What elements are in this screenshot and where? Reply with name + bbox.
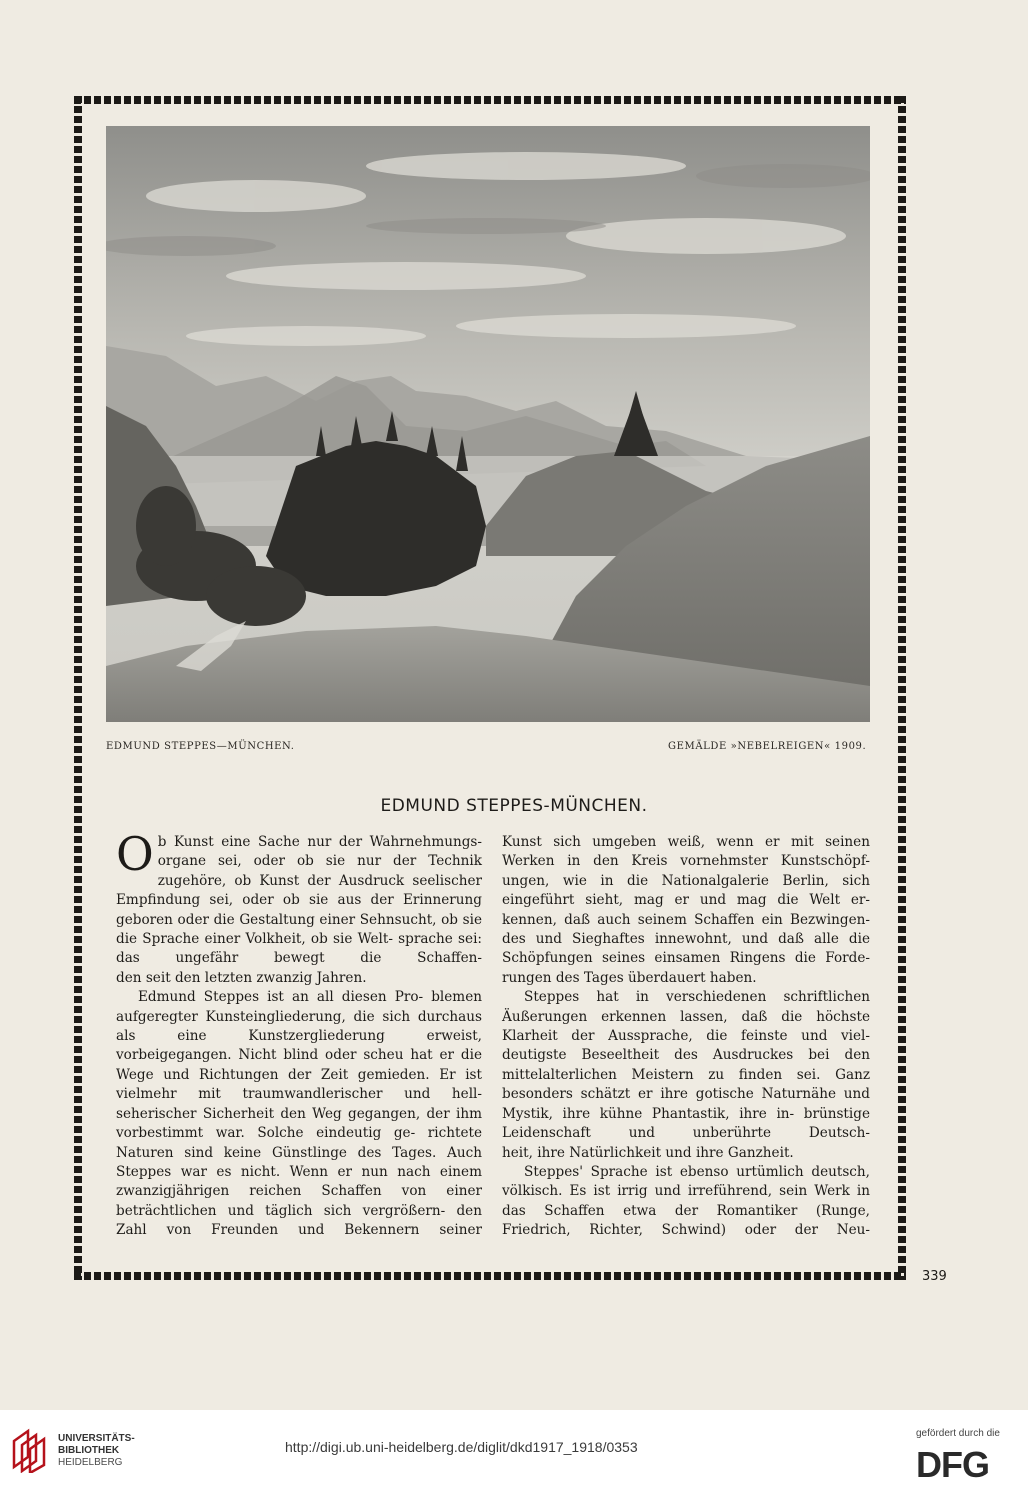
text-line: Werken in den Kreis vornehmster Kunstschöpf- — [502, 853, 870, 870]
text-line: durchaus als eine Kunstzergliederung erweist, — [116, 1008, 482, 1045]
frame-top-border — [74, 96, 906, 104]
text-line: Er ist vielmehr mit traumwandlerischer und hell- — [116, 1066, 482, 1103]
paragraph-1 — [116, 827, 483, 969]
right-column — [502, 833, 870, 1241]
drop-cap: O — [116, 827, 154, 881]
frame-bottom-border — [74, 1272, 906, 1280]
caption-painting: GEMÄLDE »NEBELREIGEN« 1909. — [668, 741, 867, 752]
frame-right-border — [898, 96, 906, 1280]
frame-left-border — [74, 96, 82, 1280]
text-line: ungen, wie in die Nationalgalerie Berlin, sich — [502, 872, 870, 889]
dfg-logo[interactable]: DFG — [916, 1444, 989, 1485]
text-line: Empfindung sei, oder ob sie aus der Erinnerung — [116, 892, 482, 909]
text-line: kennen, daß auch seinem Schaffen ein Bezwingen- — [502, 911, 870, 928]
paragraph-5 — [502, 1163, 870, 1241]
funded-by-label: gefördert durch die — [916, 1428, 1000, 1439]
painting-nebelreigen — [106, 126, 870, 722]
text-line: geboren oder die Gestaltung einer Sehnsucht, — [116, 911, 442, 928]
paragraph-4-end — [502, 1144, 870, 1163]
text-line: vorbeigegangen. Nicht blind oder scheu hat er — [116, 1047, 461, 1064]
text-line: den Zahl von Freunden und Bekennern seiner — [116, 1202, 482, 1239]
text-line: Äußerungen erkennen lassen, daß die höchste — [502, 1008, 870, 1025]
paragraph-1-end — [116, 969, 482, 988]
university-library-logo-icon[interactable] — [10, 1427, 52, 1477]
text-line: und Mystik, ihre kühne Phantastik, ihre in- — [502, 1086, 870, 1122]
library-line-2: BIBLIOTHEK — [58, 1445, 120, 1456]
text-line: Steppes' Sprache ist ebenso urtümlich deutsch, — [524, 1163, 870, 1180]
paragraph-3-end — [502, 969, 870, 988]
left-column — [116, 827, 483, 1241]
paragraph-3 — [502, 833, 870, 969]
university-library-name — [58, 1433, 135, 1469]
text-line: blemen aufgeregter Kunsteingliederung, die sich — [116, 989, 482, 1025]
library-line-1: UNIVERSITÄTS- — [58, 1433, 135, 1444]
text-line: b Kunst eine Sache nur der Wahrnehmungs- — [157, 834, 482, 850]
text-line: Auch Steppes war es nicht. Wenn er nun nach — [116, 1144, 482, 1180]
text-line: organe sei, oder ob sie nur der Technik — [157, 853, 482, 870]
text-line: seherischer Sicherheit den Weg gegangen, der — [116, 1105, 456, 1122]
text-line: Edmund Steppes ist an all diesen Pro- — [138, 989, 432, 1006]
text-line: ob sie die Sprache einer Volkheit, ob sie Welt- — [116, 911, 483, 948]
text-line: Friedrich, Richter, Schwind) oder der Neu- — [502, 1222, 870, 1239]
text-line: brünstige Leidenschaft und unberührte Deutsch- — [502, 1105, 870, 1142]
paragraph-2 — [116, 988, 482, 1240]
text-line: des und Sieghaftes innewohnt, und daß alle die — [502, 931, 870, 948]
text-line: heit, ihre Natürlichkeit und ihre Ganzheit. — [502, 1144, 794, 1161]
text-line: Steppes hat in verschiedenen schriftlichen — [524, 989, 870, 1006]
text-line: völkisch. Es ist irrig und irreführend, sein Werk — [502, 1183, 857, 1200]
text-line: besonders schätzt er ihre gotische Naturnähe — [502, 1086, 844, 1103]
text-line: eingeführt sieht, mag er und mag die Welt er- — [502, 892, 870, 909]
text-line: ihm vorbestimmt war. Solche eindeutig ge- — [116, 1105, 482, 1142]
text-line: Schöpfungen seines einsamen Ringens die Forde- — [502, 950, 870, 967]
article-title: EDMUND STEPPES-MÜNCHEN. — [380, 796, 648, 816]
text-line: den seit den letzten zwanzig Jahren. — [116, 969, 367, 986]
text-line: richtete Naturen sind keine Günstlinge des Tages. — [116, 1125, 482, 1161]
text-line: Kunst sich umgeben weiß, wenn er mit seinen — [502, 834, 870, 850]
text-line: einer beträchtlichen und täglich sich vergrößern- — [116, 1183, 482, 1219]
text-line: mittelalterlichen Meistern zu finden sei. Ganz — [502, 1066, 870, 1083]
page-number: 339 — [922, 1269, 947, 1284]
permalink-url[interactable]: http://digi.ub.uni-heidelberg.de/diglit/dkd1917_1918/0353 — [285, 1439, 638, 1455]
text-line: einem zwanzigjährigen reichen Schaffen von — [116, 1163, 482, 1200]
caption-artist: EDMUND STEPPES—MÜNCHEN. — [106, 741, 295, 752]
text-line: sprache sei: das ungefähr bewegt die Schaffen- — [116, 931, 482, 967]
text-line: die Wege und Richtungen der Zeit gemieden. — [116, 1047, 482, 1083]
text-line: zugehöre, ob Kunst der Ausdruck seelischer — [157, 872, 482, 889]
paragraph-4 — [502, 988, 870, 1143]
text-line: deutigste Beseeltheit des Ausdruckes bei den — [502, 1047, 870, 1064]
text-line: rungen des Tages überdauert haben. — [502, 969, 757, 986]
viewer-footer — [0, 1410, 1028, 1491]
text-line: Klarheit der Aussprache, die feinste und viel- — [502, 1028, 870, 1045]
text-line: in das Schaffen etwa der Romantiker (Runge, — [502, 1183, 870, 1219]
library-line-3: HEIDELBERG — [58, 1457, 123, 1468]
